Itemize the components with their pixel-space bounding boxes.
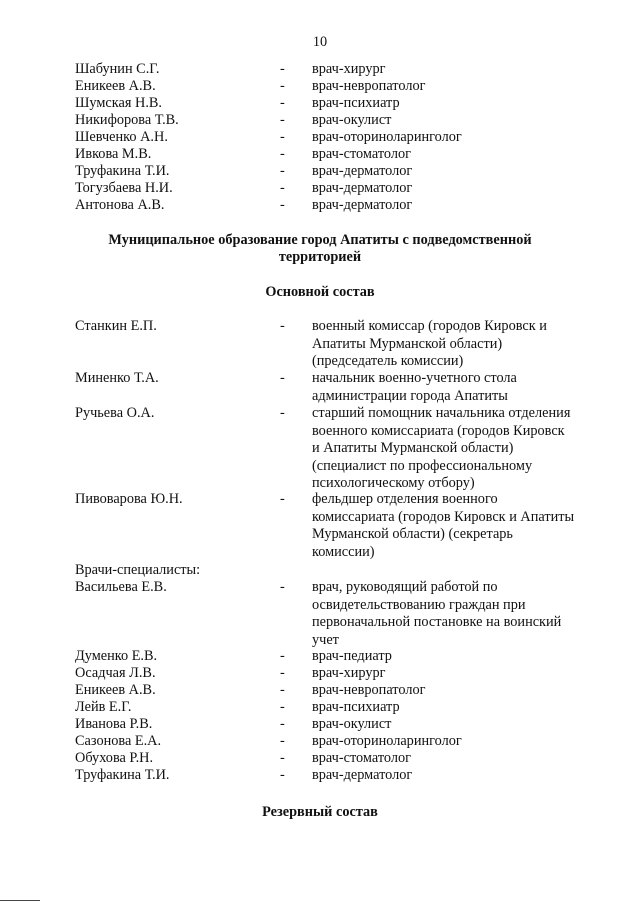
person-role: врач-оториноларинголог	[312, 129, 462, 145]
person-name: Осадчая Л.В.	[75, 665, 156, 681]
page-number: 10	[312, 34, 328, 50]
footer-rule	[0, 900, 40, 901]
person-role: врач-дерматолог	[312, 163, 413, 179]
dash: -	[280, 682, 285, 698]
person-role: врач-психиатр	[312, 699, 400, 715]
person-name: Лейв Е.Г.	[75, 699, 132, 715]
list-item	[0, 665, 640, 682]
person-name: Миненко Т.А.	[75, 370, 159, 386]
role-line: комиссии)	[312, 543, 375, 560]
person-name: Обухова Р.Н.	[75, 750, 154, 766]
dash: -	[280, 129, 285, 145]
list-item	[0, 112, 640, 129]
role-line: администрации города Апатиты	[312, 387, 508, 404]
dash: -	[280, 146, 285, 162]
role-line: военный комиссар (городов Кировск и	[312, 318, 547, 334]
list-item	[0, 682, 640, 699]
person-role: врач-окулист	[312, 716, 392, 732]
person-role	[312, 491, 602, 561]
person-name: Сазонова Е.А.	[75, 733, 162, 749]
person-name: Еникеев А.В.	[75, 78, 156, 94]
list-item	[0, 95, 640, 112]
person-name: Труфакина Т.И.	[75, 767, 170, 783]
role-line: начальник военно-учетного стола	[312, 370, 517, 386]
list-item	[0, 180, 640, 197]
person-name: Пивоварова Ю.Н.	[75, 491, 183, 507]
person-role: врач-невропатолог	[312, 682, 426, 698]
person-name: Шумская Н.В.	[75, 95, 163, 111]
list-item	[0, 197, 640, 214]
person-name: Станкин Е.П.	[75, 318, 157, 334]
list-item	[0, 648, 640, 665]
list-item	[0, 61, 640, 78]
dash: -	[280, 370, 285, 386]
dash: -	[280, 648, 285, 664]
person-role: врач-невропатолог	[312, 78, 426, 94]
dash: -	[280, 78, 285, 94]
person-role: врач-педиатр	[312, 648, 392, 664]
role-line: Апатиты Мурманской области)	[312, 335, 503, 352]
person-name: Еникеев А.В.	[75, 682, 156, 698]
list-item	[0, 146, 640, 163]
role-line: и Апатиты Мурманской области)	[312, 440, 514, 456]
person-name: Иванова Р.В.	[75, 716, 153, 732]
section-title-line-2: территорией	[278, 249, 362, 265]
section-title-line-1: Муниципальное образование город Апатиты с подведомственной	[108, 232, 532, 248]
person-role	[312, 405, 602, 493]
role-line: врач, руководящий работой по	[312, 579, 498, 595]
role-line: фельдшер отделения военного	[312, 491, 498, 507]
dash: -	[280, 579, 285, 595]
person-role	[312, 370, 602, 405]
list-item	[0, 699, 640, 716]
dash: -	[280, 405, 285, 421]
dash: -	[280, 699, 285, 715]
person-name: Васильева Е.В.	[75, 579, 167, 595]
list-item	[0, 78, 640, 95]
role-line: старший помощник начальника отделения	[312, 405, 571, 421]
person-name: Антонова А.В.	[75, 197, 165, 213]
person-name: Ручьева О.А.	[75, 405, 155, 421]
role-line: Мурманской области) (секретарь	[312, 526, 513, 542]
list-item	[0, 129, 640, 146]
dash: -	[280, 767, 285, 783]
person-role: врач-окулист	[312, 112, 392, 128]
role-line: комиссариата (городов Кировск и Апатиты	[312, 508, 575, 525]
person-name: Ивкова М.В.	[75, 146, 152, 162]
list-item	[0, 163, 640, 180]
person-role	[312, 318, 602, 371]
person-role: врач-дерматолог	[312, 180, 413, 196]
person-name: Думенко Е.В.	[75, 648, 158, 664]
person-role: врач-стоматолог	[312, 750, 411, 766]
list-item	[0, 716, 640, 733]
list-item	[0, 767, 640, 784]
person-role: врач-оториноларинголог	[312, 733, 462, 749]
dash: -	[280, 163, 285, 179]
person-role: врач-хирург	[312, 665, 386, 681]
dash: -	[280, 665, 285, 681]
list-item	[0, 733, 640, 750]
role-line: (специалист по профессиональному	[312, 457, 533, 474]
person-role: врач-дерматолог	[312, 197, 413, 213]
role-line: первоначальной постановке на воинский	[312, 614, 562, 630]
person-role: врач-стоматолог	[312, 146, 411, 162]
person-role	[312, 579, 602, 649]
person-name: Тогузбаева Н.И.	[75, 180, 173, 196]
role-line: психологическому отбору)	[312, 475, 475, 491]
doctors-label: Врачи-специалисты:	[75, 562, 201, 578]
role-line: военного комиссариата (городов Кировск	[312, 422, 565, 439]
dash: -	[280, 750, 285, 766]
person-name: Труфакина Т.И.	[75, 163, 170, 179]
person-role: врач-психиатр	[312, 95, 400, 111]
dash: -	[280, 716, 285, 732]
dash: -	[280, 112, 285, 128]
person-role: врач-хирург	[312, 61, 386, 77]
role-line: учет	[312, 631, 339, 648]
dash: -	[280, 491, 285, 507]
list-item	[0, 750, 640, 767]
dash: -	[280, 733, 285, 749]
dash: -	[280, 318, 285, 334]
person-role: врач-дерматолог	[312, 767, 413, 783]
person-name: Никифорова Т.В.	[75, 112, 179, 128]
dash: -	[280, 95, 285, 111]
role-line: освидетельствованию граждан при	[312, 596, 526, 613]
dash: -	[280, 180, 285, 196]
person-name: Шевченко А.Н.	[75, 129, 168, 145]
dash: -	[280, 61, 285, 77]
dash: -	[280, 197, 285, 213]
reserve-composition-title: Резервный состав	[262, 804, 378, 820]
main-composition-title: Основной состав	[265, 284, 375, 300]
role-line: (председатель комиссии)	[312, 353, 464, 369]
person-name: Шабунин С.Г.	[75, 61, 160, 77]
